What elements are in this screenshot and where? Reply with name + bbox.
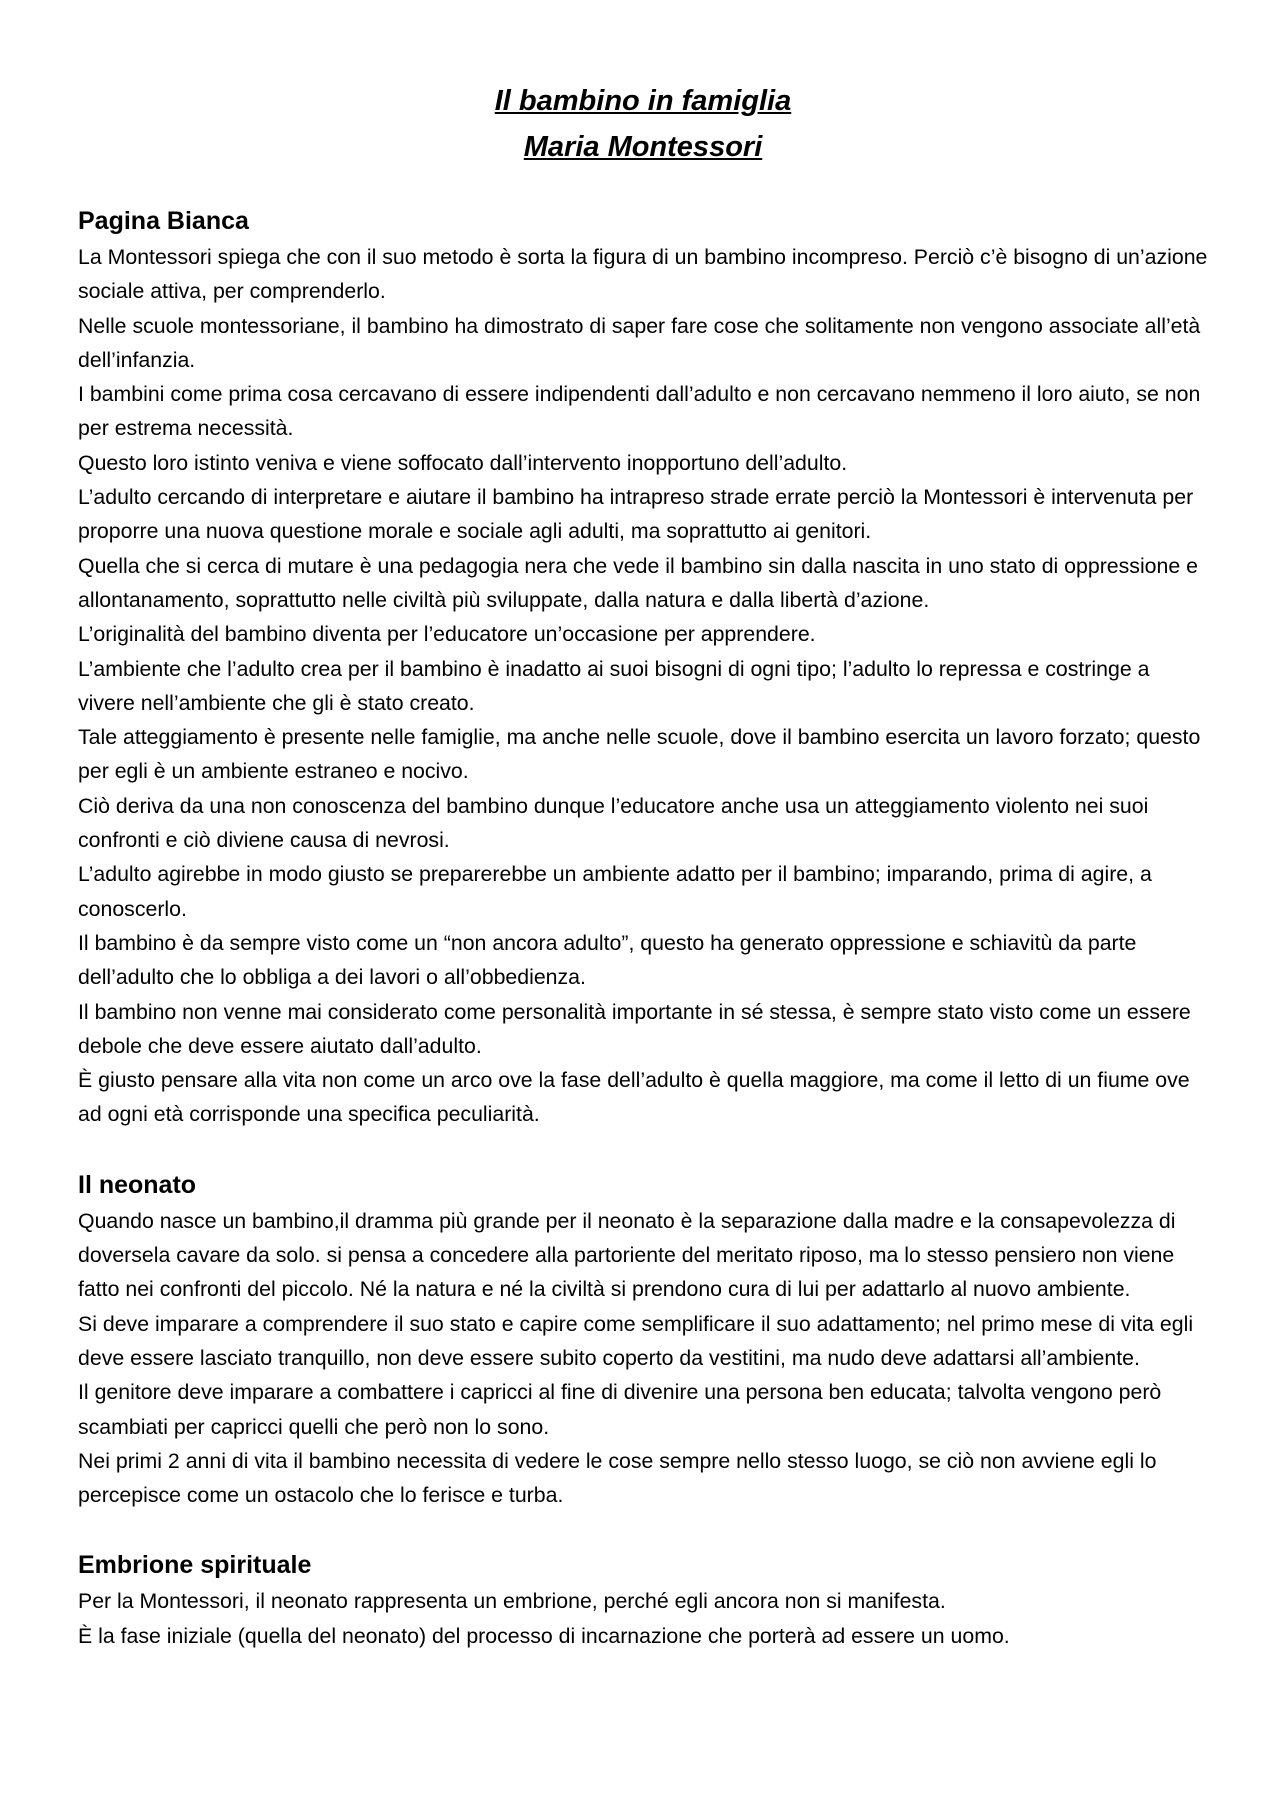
paragraph: Il bambino non venne mai considerato come personalità importante in sé stessa, è sempre stato visto come un essere debole che deve essere aiutato dall’adulto.	[78, 999, 1191, 1058]
document-title: Il bambino in famiglia	[494, 85, 792, 117]
section-heading: Embrione spirituale	[78, 1551, 312, 1580]
paragraph: È giusto pensare alla vita non come un arco ove la fase dell’adulto è quella maggiore, ma come il letto di un fiume ove ad ogni età corrisponde una specifica peculiarità.	[78, 1068, 1190, 1127]
document-page	[78, 78, 1208, 1653]
paragraph: Nei primi 2 anni di vita il bambino necessita di vedere le cose sempre nello stesso luogo, se ciò non avviene egli lo percepisce come un ostacolo che lo ferisce e turba.	[78, 1448, 1157, 1508]
paragraph: L’ambiente che l’adulto crea per il bambino è inadatto ai suoi bisogni di ogni tipo; l’adulto lo repressa e costringe a vivere nell’ambiente che gli è stato creato.	[78, 656, 1150, 715]
paragraph: I bambini come prima cosa cercavano di essere indipendenti dall’adulto e non cercavano nemmeno il loro aiuto, se non per estrema necessità.	[78, 382, 1201, 441]
section-heading: Pagina Bianca	[78, 207, 249, 235]
document-author: Maria Montessori	[523, 131, 763, 163]
paragraph: Ciò deriva da una non conoscenza del bambino dunque l’educatore anche usa un atteggiamento violento nei suoi confronti e ciò diviene causa di nevrosi.	[78, 793, 1149, 853]
document-header	[78, 78, 1208, 170]
paragraph: Tale atteggiamento è presente nelle famiglie, ma anche nelle scuole, dove il bambino esercita un lavoro forzato; questo per egli è un ambiente estraneo e nocivo.	[78, 725, 1201, 784]
paragraph: L’originalità del bambino diventa per l’educatore un’occasione per apprendere.	[78, 622, 816, 647]
section-il-neonato	[78, 1166, 1208, 1513]
paragraph: Questo loro istinto veniva e viene soffocato dall’intervento inopportuno dell’adulto.	[78, 450, 848, 475]
paragraph: Per la Montessori, il neonato rappresenta un embrione, perché egli ancora non si manifesta.	[78, 1589, 946, 1614]
paragraph: Si deve imparare a comprendere il suo stato e capire come semplificare il suo adattamento; nel primo mese di vita egli deve essere lasciato tranquillo, non deve essere subito coperto da vestitini, ma nudo deve adattarsi all’ambiente.	[78, 1311, 1194, 1370]
paragraph: È la fase iniziale (quella del neonato) del processo di incarnazione che porterà ad essere un uomo.	[78, 1623, 1010, 1648]
paragraph: Quella che si cerca di mutare è una pedagogia nera che vede il bambino sin dalla nascita in uno stato di oppressione e allontanamento, soprattutto nelle civiltà più sviluppate, dalla natura e dalla libertà d’azione.	[78, 553, 1198, 612]
section-heading: Il neonato	[78, 1170, 197, 1199]
paragraph: La Montessori spiega che con il suo metodo è sorta la figura di un bambino incompreso. Perciò c’è bisogno di un’azione sociale attiva, per comprenderlo.	[78, 245, 1208, 304]
paragraph: Quando nasce un bambino,il dramma più grande per il neonato è la separazione dalla madre e la consapevolezza di doversela cavare da solo. si pensa a concedere alla partoriente del meritato riposo, ma lo stesso pensiero non viene fatto nei confronti del piccolo. Né la natura e né la civiltà si prendono cura di lui per adattarlo al nuovo ambiente.	[78, 1208, 1176, 1302]
paragraph: Il bambino è da sempre visto come un “non ancora adulto”, questo ha generato oppressione e schiavitù da parte dell’adulto che lo obbliga a dei lavori o all’obbedienza.	[78, 930, 1137, 990]
paragraph: L’adulto agirebbe in modo giusto se preparerebbe un ambiente adatto per il bambino; imparando, prima di agire, a conoscerlo.	[78, 862, 1152, 921]
paragraph: Il genitore deve imparare a combattere i capricci al fine di divenire una persona ben educata; talvolta vengono però scambiati per capricci quelli che però non lo sono.	[78, 1380, 1162, 1439]
paragraph: Nelle scuole montessoriane, il bambino ha dimostrato di saper fare cose che solitamente non vengono associate all’età dell’infanzia.	[78, 313, 1201, 372]
section-pagina-bianca	[78, 202, 1208, 1132]
section-embrione-spirituale	[78, 1546, 1208, 1653]
paragraph: L’adulto cercando di interpretare e aiutare il bambino ha intrapreso strade errate perciò la Montessori è intervenuta per proporre una nuova questione morale e sociale agli adulti, ma soprattutto ai genitori.	[78, 485, 1194, 544]
